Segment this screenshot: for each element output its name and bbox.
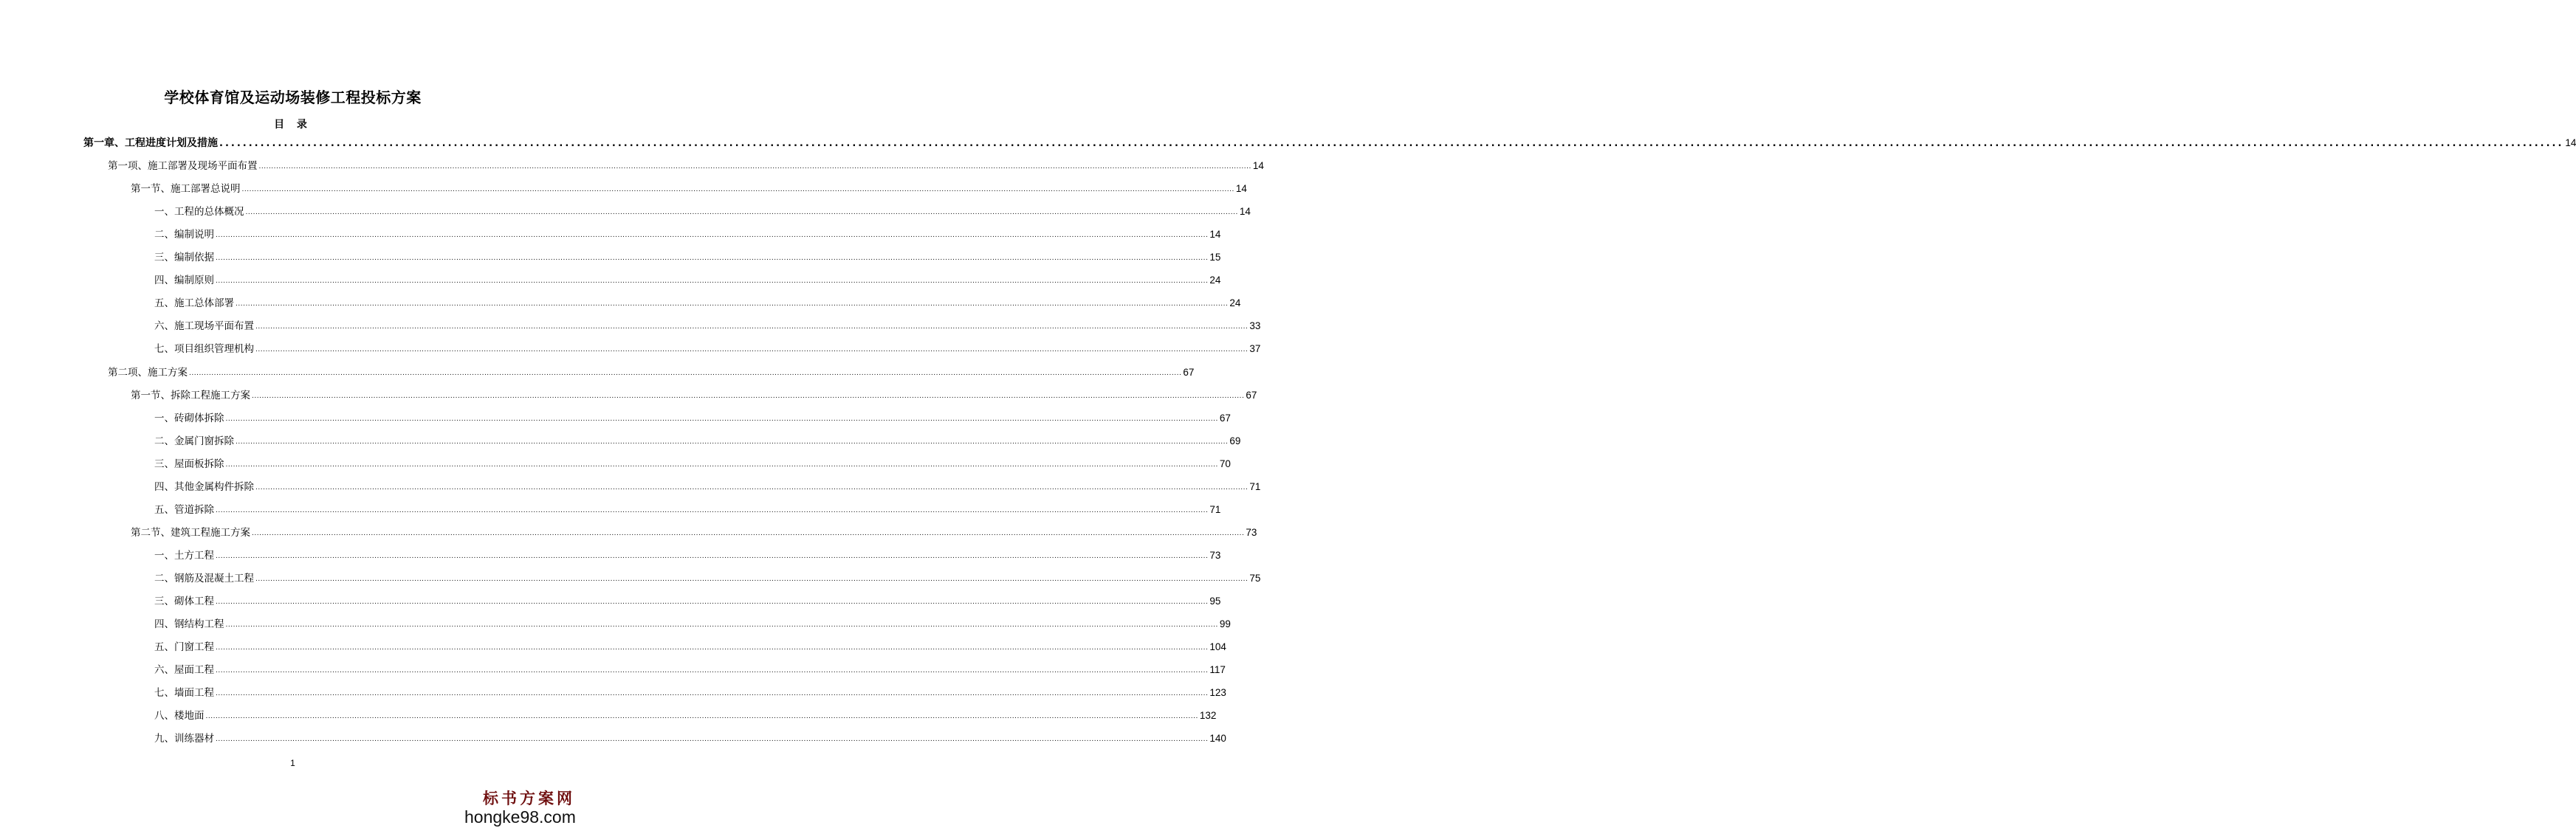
- toc-entry-label: 第一节、施工部署总说明: [131, 183, 241, 196]
- toc-entry[interactable]: [154, 227, 1221, 243]
- toc-entry-label: 五、门窗工程: [154, 641, 214, 654]
- toc-entry-label: 七、项目组织管理机构: [154, 343, 254, 356]
- toc-entry[interactable]: [131, 525, 1257, 541]
- toc-entry[interactable]: [154, 593, 1221, 610]
- toc-entry[interactable]: [108, 365, 1195, 381]
- toc-entry-page: 14: [1239, 206, 1251, 218]
- toc-leader-dots: ................................................................................................................................................................................................................................................................................................................................................................................................................: [225, 460, 1218, 469]
- toc-leader-dots: ................................................................................................................................................................................................................................................................................................................................................................................................................: [216, 690, 1209, 698]
- toc-entry[interactable]: [131, 181, 1247, 197]
- toc-entry-label: 一、土方工程: [154, 549, 214, 562]
- toc-entry-label: 第一项、施工部署及现场平面布置: [108, 160, 258, 173]
- toc-entry-page: 14: [1235, 183, 1247, 195]
- toc-entry[interactable]: [154, 502, 1221, 518]
- toc-entry-page: 24: [1209, 275, 1221, 286]
- document-title: 学校体育馆及运动场装修工程投标方案: [164, 89, 422, 106]
- toc-entry[interactable]: [154, 731, 1226, 747]
- toc-entry-label: 七、墙面工程: [154, 687, 214, 700]
- toc-leader-dots: ................................................................................................................................................................................................................................................................................................................................................................................................................: [241, 186, 1234, 194]
- toc-entry[interactable]: [108, 158, 1264, 174]
- toc-entry-label: 第一节、拆除工程施工方案: [131, 389, 250, 401]
- toc-entry[interactable]: [154, 479, 1261, 495]
- toc-entry[interactable]: [154, 410, 1231, 427]
- toc-entry[interactable]: [154, 295, 1241, 311]
- toc-entry-page: 71: [1249, 480, 1261, 492]
- toc-entry[interactable]: [154, 433, 1241, 449]
- toc-leader-dots: ................................................................................................................................................................................................................................................................................................................................................................................................................: [255, 575, 1248, 583]
- toc-leader-dots: ................................................................................................................................................................................................................................................................................................................................................................................................................: [258, 163, 1251, 171]
- toc-entry[interactable]: [154, 272, 1221, 289]
- toc-entry-page: 24: [1229, 297, 1241, 309]
- toc-entry-page: 132: [1199, 710, 1217, 722]
- toc-entry-page: 75: [1249, 572, 1261, 584]
- toc-leader-dots: ................................................................................................................................................................................................................................................................................................................................................................................................................: [255, 323, 1248, 331]
- toc-entry-label: 一、工程的总体概况: [154, 206, 244, 218]
- toc-entry-page: 15: [1209, 252, 1221, 263]
- toc-entry-page: 14: [2565, 137, 2576, 148]
- toc-entry-label: 第二节、建筑工程施工方案: [131, 526, 250, 539]
- toc-entry-page: 117: [1209, 664, 1226, 676]
- toc-entry-label: 六、施工现场平面布置: [154, 320, 254, 333]
- toc-entry-page: 95: [1209, 596, 1221, 607]
- toc-leader-dots: ................................................................................................................................................................................................................................................................................................................................................................................................................: [255, 346, 1248, 354]
- toc-entry-page: 14: [1209, 229, 1221, 241]
- toc-entry-label: 六、屋面工程: [154, 664, 214, 677]
- toc-entry-page: 140: [1209, 733, 1226, 745]
- toc-entry[interactable]: [154, 662, 1226, 678]
- toc-entry-page: 70: [1219, 458, 1231, 469]
- toc-leader-dots: ................................................................................................................................................................................................................................................................................................................................................................................................................: [216, 598, 1209, 606]
- toc-leader-dots: ................................................................................................................................................................................................................................................................................................................................................................................................................: [252, 529, 1245, 537]
- toc-entry[interactable]: [83, 135, 2576, 151]
- toc-entry[interactable]: [154, 685, 1226, 701]
- toc-entry[interactable]: [154, 708, 1217, 724]
- watermark-cn-text: 标书方案网: [483, 789, 575, 807]
- toc-leader-dots: ................................................................................................................................................................................................................................................................................................................................................................................................................: [252, 392, 1245, 400]
- toc-leader-dots: ................................................................................................................................................................................................................................................................................................................................................................................................................: [225, 415, 1218, 423]
- toc-entry[interactable]: [131, 387, 1257, 404]
- toc-entry-page: 67: [1219, 412, 1231, 424]
- toc-entry-label: 四、钢结构工程: [154, 618, 224, 631]
- toc-entry-page: 33: [1249, 320, 1261, 332]
- watermark-url-text: hongke98.com: [464, 807, 576, 827]
- toc-entry-page: 69: [1229, 435, 1241, 446]
- toc-leader-dots: ................................................................................................................................................................................................................................................................................................................................................................................................................: [216, 232, 1209, 240]
- toc-leader-dots: ................................................................................................................................................................................................................................................................................................................................................................................................................: [219, 138, 2564, 149]
- toc-entry-label: 一、砖砌体拆除: [154, 412, 224, 424]
- toc-entry[interactable]: [154, 341, 1261, 357]
- toc-entry[interactable]: [154, 616, 1231, 632]
- toc-entry[interactable]: [154, 570, 1261, 587]
- toc-entry[interactable]: [154, 249, 1221, 266]
- toc-leader-dots: ................................................................................................................................................................................................................................................................................................................................................................................................................: [216, 644, 1209, 652]
- toc-entry-page: 99: [1219, 618, 1231, 630]
- toc-entry[interactable]: [154, 548, 1221, 564]
- toc-leader-dots: ................................................................................................................................................................................................................................................................................................................................................................................................................: [236, 438, 1229, 446]
- toc-entry-page: 71: [1209, 503, 1221, 515]
- toc-entry-label: 第二项、施工方案: [108, 366, 188, 379]
- toc-entry-page: 67: [1246, 389, 1257, 401]
- watermark-logo: [464, 790, 575, 827]
- toc-entry-label: 三、编制依据: [154, 252, 214, 264]
- toc-entry-page: 104: [1209, 641, 1226, 653]
- toc-leader-dots: ................................................................................................................................................................................................................................................................................................................................................................................................................: [205, 713, 1198, 721]
- toc-entry-label: 五、管道拆除: [154, 503, 214, 516]
- toc-leader-dots: ................................................................................................................................................................................................................................................................................................................................................................................................................: [225, 621, 1218, 629]
- toc-leader-dots: ................................................................................................................................................................................................................................................................................................................................................................................................................: [216, 667, 1209, 675]
- toc-entry-page: 14: [1252, 160, 1264, 172]
- toc-entry[interactable]: [154, 639, 1226, 655]
- toc-entry[interactable]: [154, 318, 1261, 334]
- toc-leader-dots: ................................................................................................................................................................................................................................................................................................................................................................................................................: [216, 552, 1209, 560]
- toc-leader-dots: ................................................................................................................................................................................................................................................................................................................................................................................................................: [216, 277, 1209, 286]
- toc-leader-dots: ................................................................................................................................................................................................................................................................................................................................................................................................................: [216, 506, 1209, 514]
- toc-leader-dots: ................................................................................................................................................................................................................................................................................................................................................................................................................: [255, 483, 1248, 491]
- toc-leader-dots: ................................................................................................................................................................................................................................................................................................................................................................................................................: [236, 300, 1229, 308]
- toc-entry-label: 第一章、工程进度计划及措施: [83, 137, 218, 149]
- toc-entry-label: 九、训练器材: [154, 733, 214, 745]
- toc-entry[interactable]: [154, 204, 1251, 220]
- toc-entry-label: 五、施工总体部署: [154, 297, 234, 310]
- toc-entry-label: 四、编制原则: [154, 275, 214, 287]
- page-number: 1: [290, 758, 295, 768]
- toc-entry-label: 三、砌体工程: [154, 596, 214, 607]
- toc-leader-dots: ................................................................................................................................................................................................................................................................................................................................................................................................................: [189, 369, 1182, 377]
- toc-entry-page: 67: [1183, 366, 1195, 378]
- toc-entry-label: 八、楼地面: [154, 710, 205, 722]
- toc-entry[interactable]: [154, 456, 1231, 472]
- toc-entry-page: 73: [1209, 549, 1221, 561]
- toc-entry-page: 73: [1246, 526, 1257, 538]
- toc-entry-label: 二、编制说明: [154, 229, 214, 241]
- toc-heading: 目 录: [274, 119, 312, 131]
- toc-entry-label: 三、屋面板拆除: [154, 458, 224, 470]
- toc-entry-label: 二、钢筋及混凝土工程: [154, 572, 254, 584]
- toc-leader-dots: ................................................................................................................................................................................................................................................................................................................................................................................................................: [216, 736, 1209, 744]
- toc-leader-dots: ................................................................................................................................................................................................................................................................................................................................................................................................................: [216, 255, 1209, 263]
- toc-entry-page: 37: [1249, 343, 1261, 355]
- toc-entry-label: 二、金属门窗拆除: [154, 435, 234, 447]
- toc-leader-dots: ................................................................................................................................................................................................................................................................................................................................................................................................................: [245, 209, 1238, 217]
- toc-entry-page: 123: [1209, 687, 1226, 699]
- toc-entry-label: 四、其他金属构件拆除: [154, 480, 254, 493]
